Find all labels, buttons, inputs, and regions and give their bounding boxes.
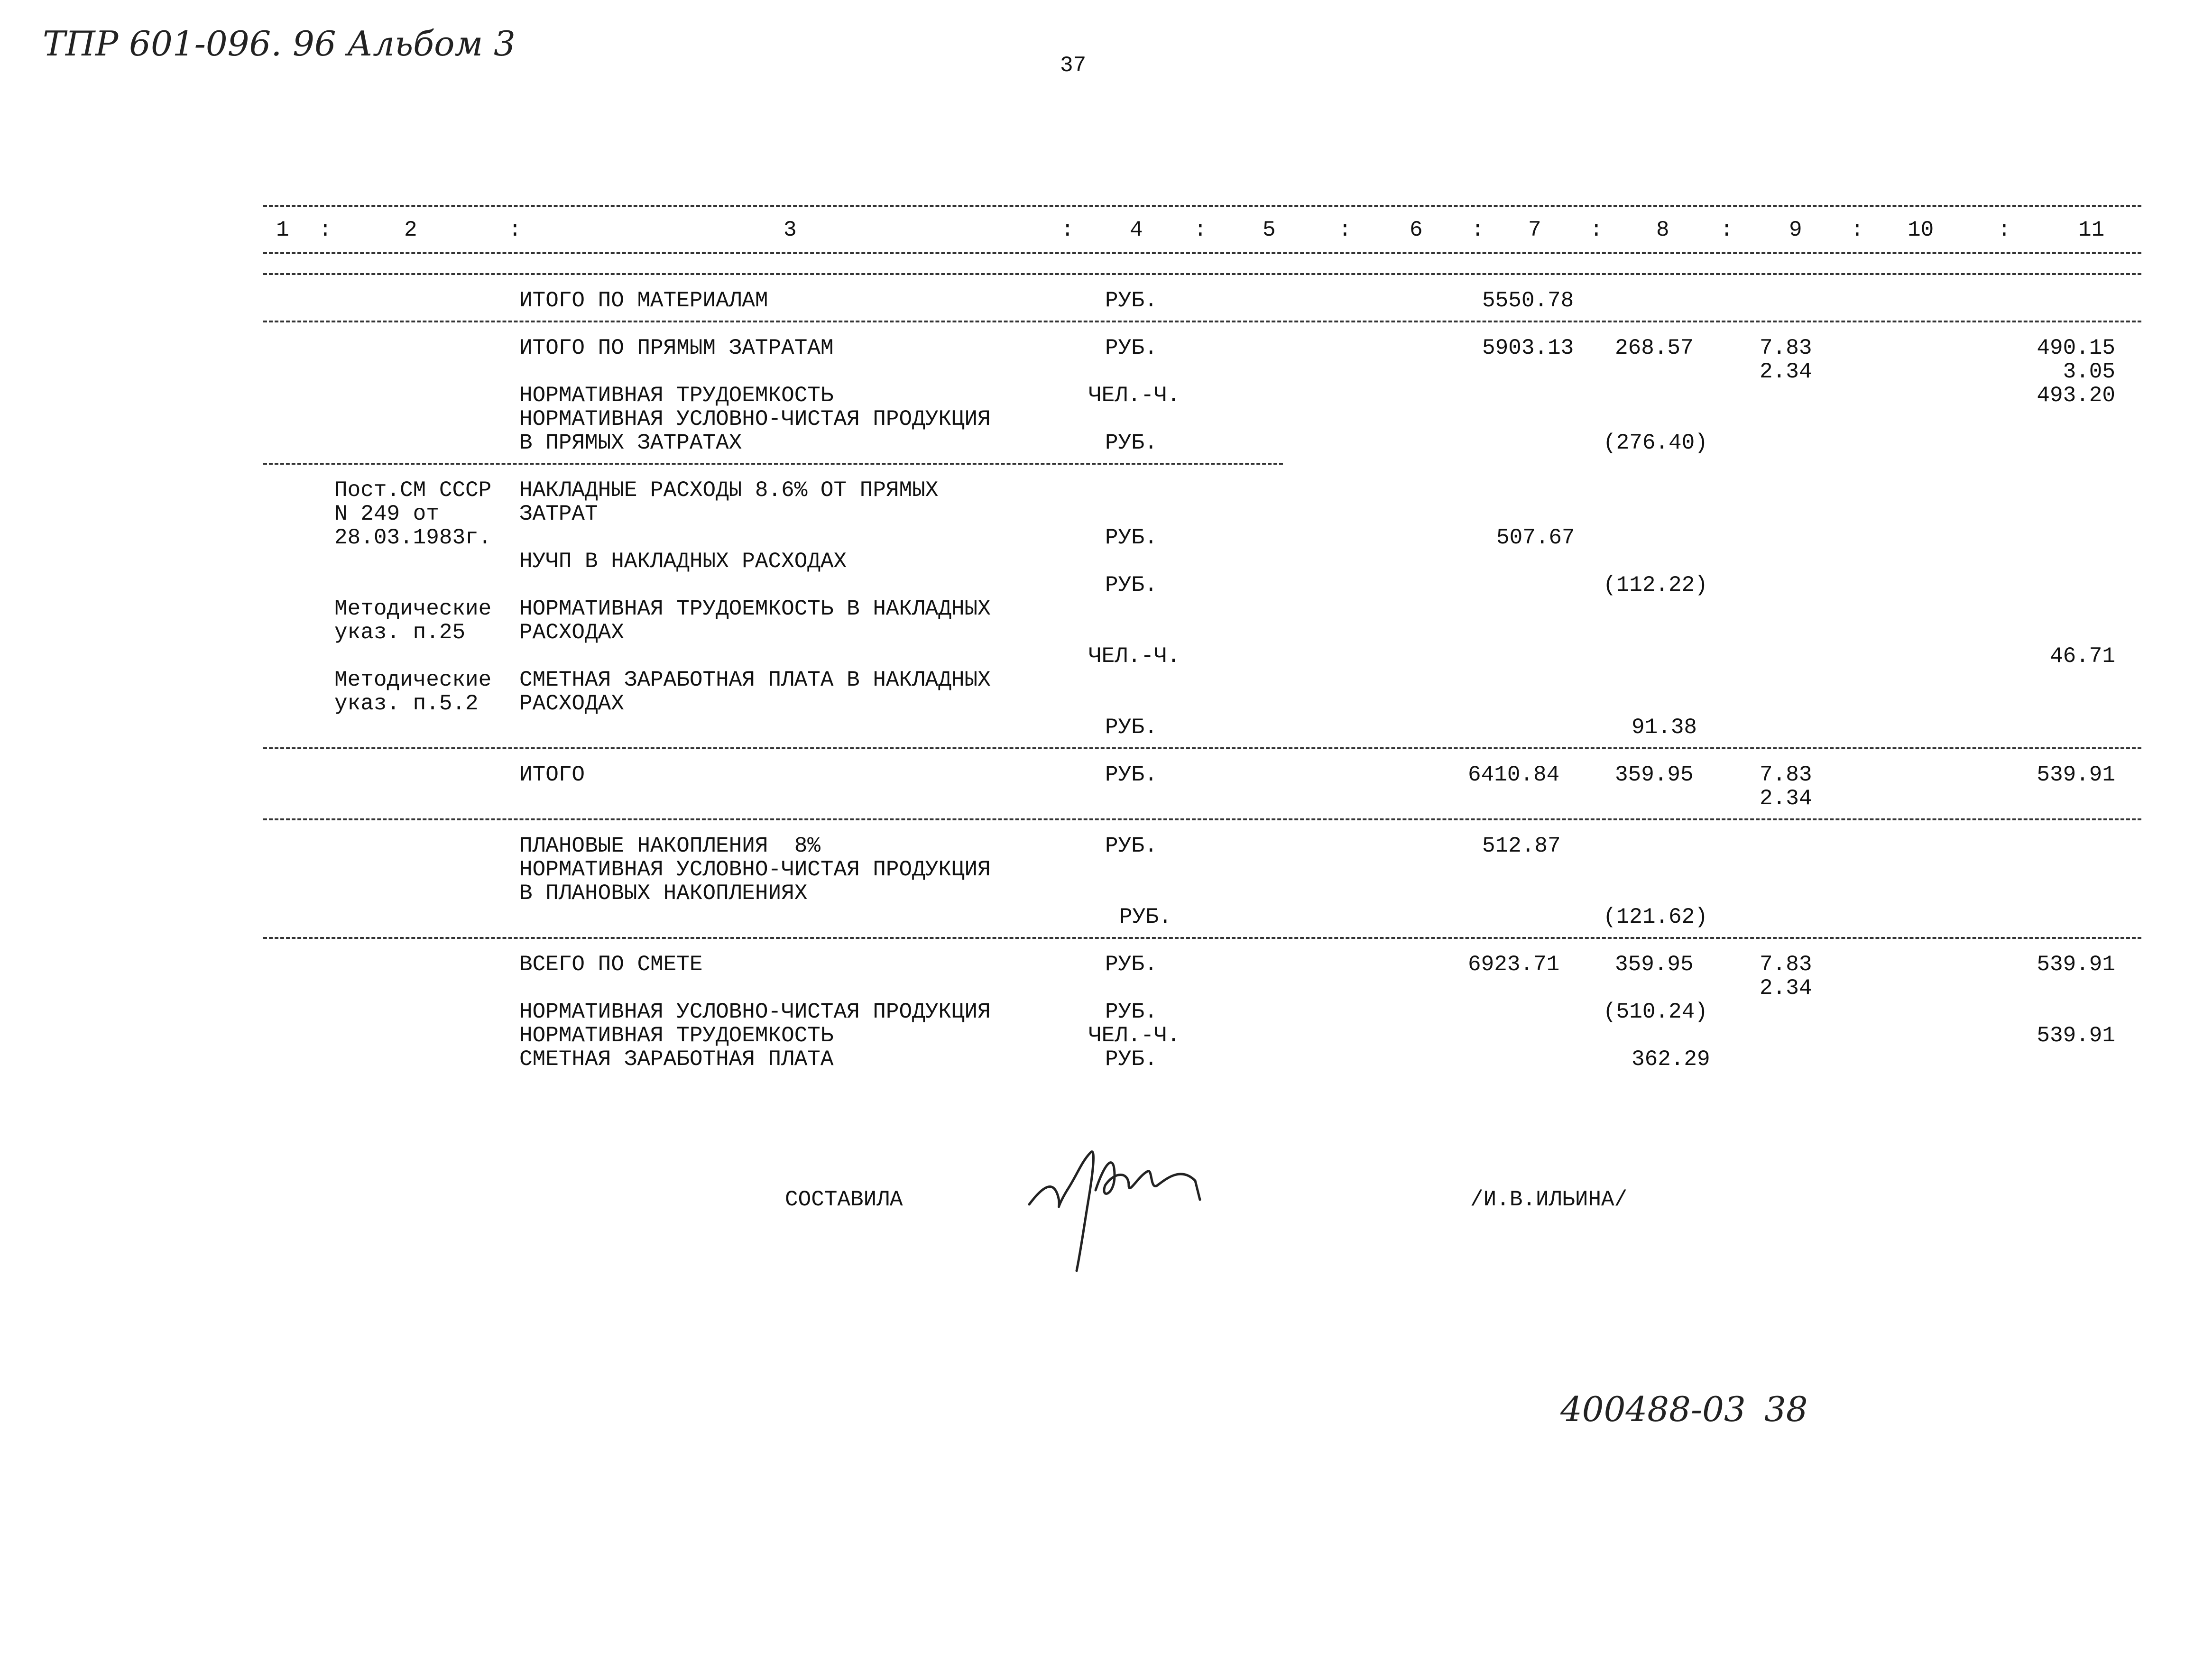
row-total-col8: 359.95 bbox=[1615, 762, 1694, 787]
row-overhead-wage-label-cont: РАСХОДАХ bbox=[519, 691, 624, 716]
col-header-7: 7 bbox=[1528, 218, 1541, 242]
row-direct-label: ИТОГО ПО ПРЯМЫМ ЗАТРАТАМ bbox=[519, 336, 834, 360]
col-header-4: 4 bbox=[1130, 218, 1143, 242]
row-overhead-basis: Пост.СМ СССР bbox=[334, 478, 492, 503]
row-total-unit: РУБ. bbox=[1105, 762, 1158, 787]
col-header-6: 6 bbox=[1410, 218, 1423, 242]
col-header-2: 2 bbox=[404, 218, 417, 242]
row-overhead-labor-unit: ЧЕЛ.-Ч. bbox=[1088, 644, 1180, 669]
row-total-label: ИТОГО bbox=[519, 762, 585, 787]
row-overhead-basis-cont: N 249 от bbox=[334, 502, 439, 526]
col-header-5: 5 bbox=[1263, 218, 1276, 242]
row-grand-product-col8: (510.24) bbox=[1603, 1000, 1708, 1024]
col-header-8: 8 bbox=[1656, 218, 1669, 242]
col-header-3: 3 bbox=[784, 218, 797, 242]
col-sep: : bbox=[508, 218, 522, 242]
row-overhead-labor-label-cont: РАСХОДАХ bbox=[519, 620, 624, 645]
row-direct-labor-label: НОРМАТИВНАЯ ТРУДОЕМКОСТЬ bbox=[519, 383, 834, 408]
handwritten-signature bbox=[1024, 1133, 1205, 1276]
col-sep: : bbox=[1061, 218, 1074, 242]
col-header-9: 9 bbox=[1789, 218, 1802, 242]
handwritten-sheet-number: 38 bbox=[1764, 1389, 1808, 1429]
rule-body-top bbox=[263, 273, 2141, 275]
row-direct-labor-unit: ЧЕЛ.-Ч. bbox=[1088, 383, 1180, 408]
row-grand-product-label: НОРМАТИВНАЯ УСЛОВНО-ЧИСТАЯ ПРОДУКЦИЯ bbox=[519, 1000, 991, 1024]
rule bbox=[263, 937, 2141, 939]
row-overhead-wage-label: СМЕТНАЯ ЗАРАБОТНАЯ ПЛАТА В НАКЛАДНЫХ bbox=[519, 668, 991, 692]
row-direct-col11-second: 3.05 bbox=[2063, 359, 2115, 384]
row-overhead-wage-basis-cont: указ. п.5.2 bbox=[334, 691, 479, 716]
row-total-col7: 6410.84 bbox=[1468, 762, 1560, 787]
row-direct-col8: 268.57 bbox=[1615, 336, 1694, 360]
rule bbox=[263, 321, 2141, 322]
row-overhead-labor-col11: 46.71 bbox=[2049, 644, 2115, 669]
rule-header-bottom bbox=[263, 252, 2141, 254]
row-overhead-nuchp-label: НУЧП В НАКЛАДНЫХ РАСХОДАХ bbox=[519, 549, 847, 574]
col-header-1: 1 bbox=[276, 218, 289, 242]
row-materials-col7: 5550.78 bbox=[1482, 288, 1574, 313]
row-overhead-label: НАКЛАДНЫЕ РАСХОДЫ 8.6% ОТ ПРЯМЫХ bbox=[519, 478, 939, 503]
row-overhead-nuchp-col8: (112.22) bbox=[1603, 573, 1708, 597]
row-grand-labor-col11: 539.91 bbox=[2037, 1023, 2115, 1048]
row-direct-product-label-cont: В ПРЯМЫХ ЗАТРАТАХ bbox=[519, 431, 742, 455]
row-grand-col7: 6923.71 bbox=[1468, 952, 1560, 977]
row-direct-labor-col11: 493.20 bbox=[2037, 383, 2115, 408]
row-grand-wage-unit: РУБ. bbox=[1105, 1047, 1158, 1072]
row-overhead-labor-label: НОРМАТИВНАЯ ТРУДОЕМКОСТЬ В НАКЛАДНЫХ bbox=[519, 597, 991, 621]
row-overhead-basis-date: 28.03.1983г. bbox=[334, 525, 492, 550]
row-grand-product-unit: РУБ. bbox=[1105, 1000, 1158, 1024]
row-overhead-wage-unit: РУБ. bbox=[1105, 715, 1158, 740]
row-grand-labor-label: НОРМАТИВНАЯ ТРУДОЕМКОСТЬ bbox=[519, 1023, 834, 1048]
row-direct-unit: РУБ. bbox=[1105, 336, 1158, 360]
row-direct-col7: 5903.13 bbox=[1482, 336, 1574, 360]
row-grand-label: ВСЕГО ПО СМЕТЕ bbox=[519, 952, 703, 977]
row-overhead-wage-col8: 91.38 bbox=[1632, 715, 1697, 740]
col-sep: : bbox=[1998, 218, 2011, 242]
col-header-11: 11 bbox=[2078, 218, 2105, 242]
row-overhead-wage-basis: Методические bbox=[334, 668, 492, 692]
signer-name: /И.В.ИЛЬИНА/ bbox=[1470, 1187, 1628, 1212]
row-total-col9-second: 2.34 bbox=[1760, 786, 1812, 811]
handwritten-doc-reference: ТПР 601-096. 96 Альбом 3 bbox=[43, 24, 516, 64]
row-grand-wage-label: СМЕТНАЯ ЗАРАБОТНАЯ ПЛАТА bbox=[519, 1047, 834, 1072]
row-savings-col7: 512.87 bbox=[1482, 834, 1561, 858]
row-overhead-unit: РУБ. bbox=[1105, 525, 1158, 550]
row-direct-col9-second: 2.34 bbox=[1760, 359, 1812, 384]
row-savings-product-unit: РУБ. bbox=[1119, 905, 1172, 929]
rule bbox=[263, 818, 2141, 820]
row-direct-product-label: НОРМАТИВНАЯ УСЛОВНО-ЧИСТАЯ ПРОДУКЦИЯ bbox=[519, 407, 991, 431]
row-grand-col8: 359.95 bbox=[1615, 952, 1694, 977]
row-materials-unit: РУБ. bbox=[1105, 288, 1158, 313]
row-grand-unit: РУБ. bbox=[1105, 952, 1158, 977]
row-direct-product-unit: РУБ. bbox=[1105, 431, 1158, 455]
row-overhead-labor-basis: Методические bbox=[334, 597, 492, 621]
col-header-10: 10 bbox=[1908, 218, 1934, 242]
row-grand-labor-unit: ЧЕЛ.-Ч. bbox=[1088, 1023, 1180, 1048]
composed-by-label: СОСТАВИЛА bbox=[785, 1187, 903, 1212]
col-sep: : bbox=[1720, 218, 1733, 242]
row-savings-unit: РУБ. bbox=[1105, 834, 1158, 858]
col-sep: : bbox=[1590, 218, 1603, 242]
col-sep: : bbox=[319, 218, 332, 242]
row-overhead-nuchp-unit: РУБ. bbox=[1105, 573, 1158, 597]
rule bbox=[263, 747, 2141, 749]
col-sep: : bbox=[1471, 218, 1484, 242]
page-number: 37 bbox=[1060, 53, 1087, 78]
row-savings-product-label: НОРМАТИВНАЯ УСЛОВНО-ЧИСТАЯ ПРОДУКЦИЯ bbox=[519, 857, 991, 882]
row-direct-product-col8: (276.40) bbox=[1603, 431, 1708, 455]
col-sep: : bbox=[1338, 218, 1352, 242]
handwritten-doc-code: 400488-03 bbox=[1560, 1389, 1746, 1429]
col-sep: : bbox=[1851, 218, 1864, 242]
row-total-col9: 7.83 bbox=[1760, 762, 1812, 787]
col-sep: : bbox=[1194, 218, 1207, 242]
rule-partial bbox=[263, 463, 1283, 465]
row-savings-product-label-cont: В ПЛАНОВЫХ НАКОПЛЕНИЯХ bbox=[519, 881, 808, 906]
row-grand-col9: 7.83 bbox=[1760, 952, 1812, 977]
row-materials-label: ИТОГО ПО МАТЕРИАЛАМ bbox=[519, 288, 768, 313]
row-overhead-label-cont: ЗАТРАТ bbox=[519, 502, 598, 526]
row-total-col11: 539.91 bbox=[2037, 762, 2115, 787]
row-grand-col11: 539.91 bbox=[2037, 952, 2115, 977]
row-direct-col9: 7.83 bbox=[1760, 336, 1812, 360]
row-savings-product-col8: (121.62) bbox=[1603, 905, 1708, 929]
row-direct-col11: 490.15 bbox=[2037, 336, 2115, 360]
row-savings-label: ПЛАНОВЫЕ НАКОПЛЕНИЯ 8% bbox=[519, 834, 821, 858]
row-grand-wage-col8: 362.29 bbox=[1632, 1047, 1710, 1072]
rule-top bbox=[263, 205, 2141, 207]
row-overhead-col7: 507.67 bbox=[1496, 525, 1575, 550]
row-overhead-labor-basis-cont: указ. п.25 bbox=[334, 620, 466, 645]
row-grand-col9-second: 2.34 bbox=[1760, 976, 1812, 1001]
